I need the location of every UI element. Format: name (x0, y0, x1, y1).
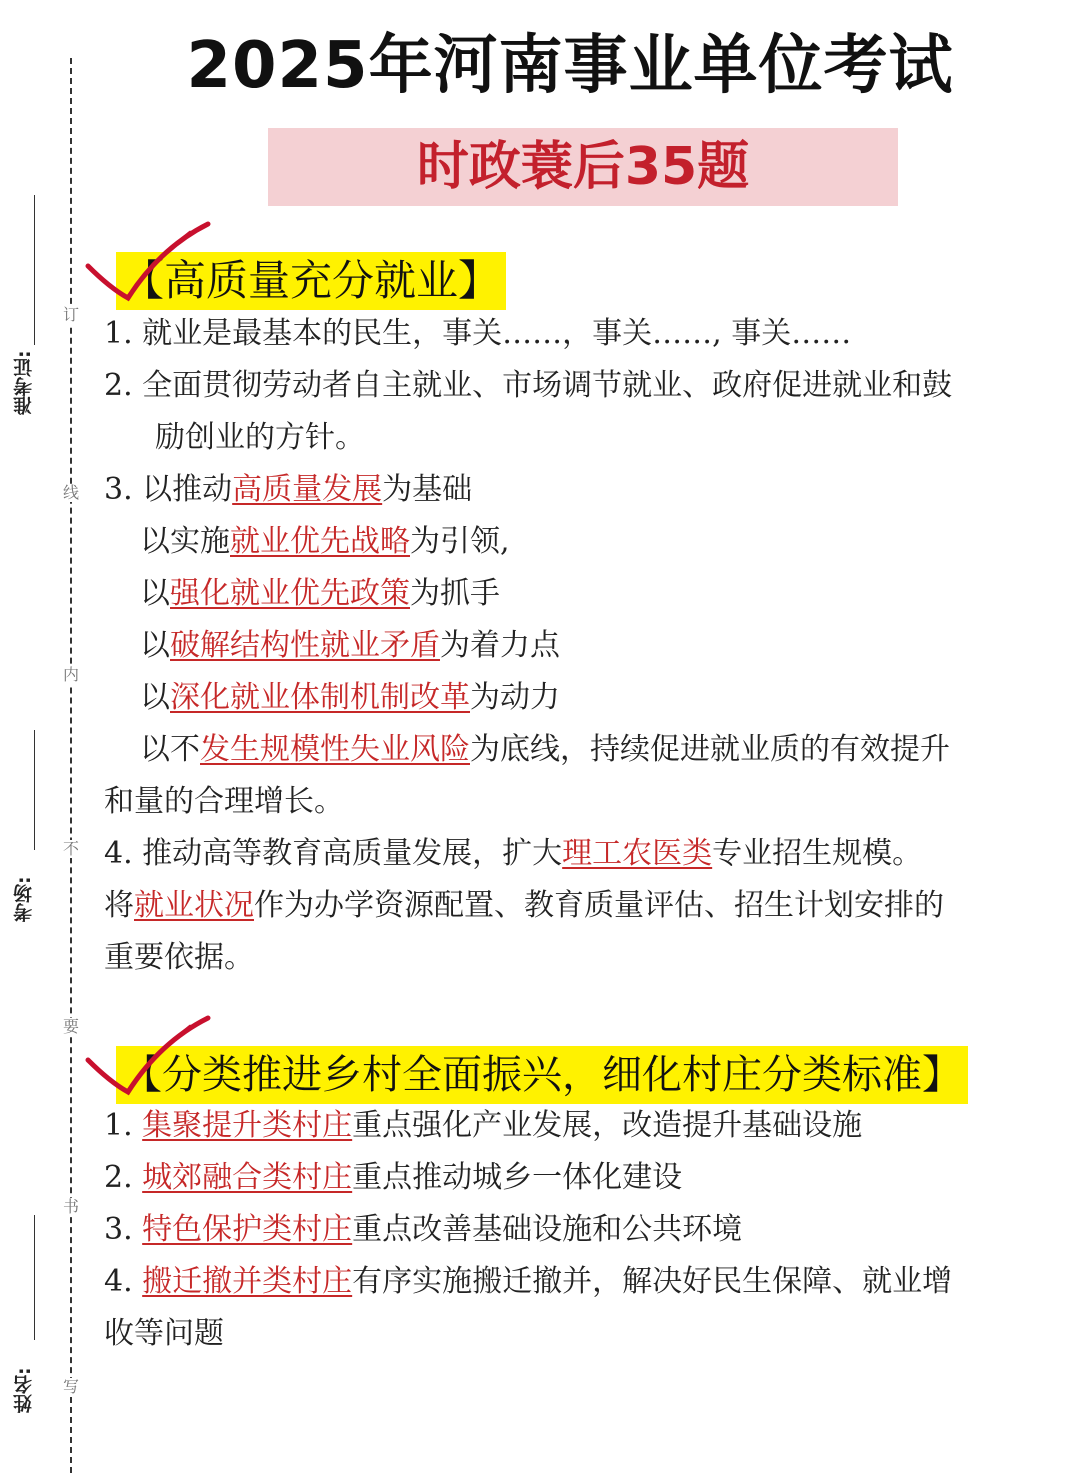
page-subtitle: 时政蓑后35题 (416, 137, 750, 197)
exam-room-field (10, 730, 38, 930)
text-line: 以强化就业优先政策为抓手 (140, 576, 500, 611)
key-term: 理工农医类 (562, 836, 713, 871)
page-title: 2025年河南事业单位考试 (186, 29, 954, 103)
name-label: 姓名: (13, 1367, 35, 1413)
binding-mark: 书 (63, 1197, 80, 1216)
text-line: 4. 搬迁撤并类村庄有序实施搬迁撤并，解决好民生保障、就业增 (104, 1264, 953, 1299)
key-term: 城郊融合类村庄 (142, 1160, 353, 1195)
name-field (10, 1215, 38, 1415)
text-line: 3. 特色保护类村庄重点改善基础设施和公共环境 (104, 1212, 743, 1247)
binding-mark: 不 (63, 839, 80, 858)
key-term: 发生规模性失业风险 (200, 732, 470, 767)
text-line: 和量的合理增长。 (104, 784, 344, 819)
text-line: 1. 集聚提升类村庄重点强化产业发展，改造提升基础设施 (104, 1108, 863, 1143)
key-term: 特色保护类村庄 (142, 1212, 353, 1247)
key-term: 高质量发展 (232, 472, 383, 507)
text-line: 重要依据。 (104, 940, 254, 975)
exam-id-field (10, 195, 38, 415)
binding-mark: 线 (63, 483, 80, 502)
exam-id-label: 准考证: (13, 350, 35, 415)
key-term: 就业优先战略 (230, 524, 410, 559)
text-line: 以实施就业优先战略为引领, (140, 524, 510, 559)
subtitle-banner (268, 128, 898, 206)
text-line: 2. 全面贯彻劳动者自主就业、市场调节就业、政府促进就业和鼓 (104, 368, 953, 403)
text-line: 4. 推动高等教育高质量发展，扩大理工农医类专业招生规模。 (104, 836, 923, 871)
key-term: 强化就业优先政策 (170, 576, 410, 611)
binding-mark: 内 (63, 665, 80, 684)
exam-room-label: 考场: (13, 876, 35, 922)
text-line: 以破解结构性就业矛盾为着力点 (140, 628, 560, 663)
text-line: 以深化就业体制机制改革为动力 (140, 680, 560, 715)
section-heading: 【高质量充分就业】 (116, 252, 506, 310)
text-line: 2. 城郊融合类村庄重点推动城乡一体化建设 (104, 1160, 683, 1195)
text-line: 3. 以推动高质量发展为基础 (104, 472, 473, 507)
key-term: 深化就业体制机制改革 (170, 680, 470, 715)
key-term: 搬迁撤并类村庄 (142, 1264, 353, 1299)
text-line: 励创业的方针。 (155, 420, 365, 455)
text-line: 收等问题 (104, 1316, 224, 1351)
binding-line (70, 58, 72, 1473)
binding-mark: 要 (63, 1017, 80, 1036)
text-line: 以不发生规模性失业风险为底线，持续促进就业质的有效提升 (140, 732, 950, 767)
checkmark-icon (80, 218, 220, 328)
binding-mark: 订 (63, 305, 80, 324)
text-line: 将就业状况作为办学资源配置、教育质量评估、招生计划安排的 (104, 888, 944, 923)
section-heading: 【分类推进乡村全面振兴，细化村庄分类标准】 (116, 1046, 968, 1104)
key-term: 就业状况 (134, 888, 254, 923)
text-line: 1. 就业是最基本的民生，事关……，事关……, 事关…… (104, 316, 852, 351)
key-term: 集聚提升类村庄 (142, 1108, 353, 1143)
binding-mark: 写 (63, 1377, 80, 1396)
key-term: 破解结构性就业矛盾 (170, 628, 440, 663)
